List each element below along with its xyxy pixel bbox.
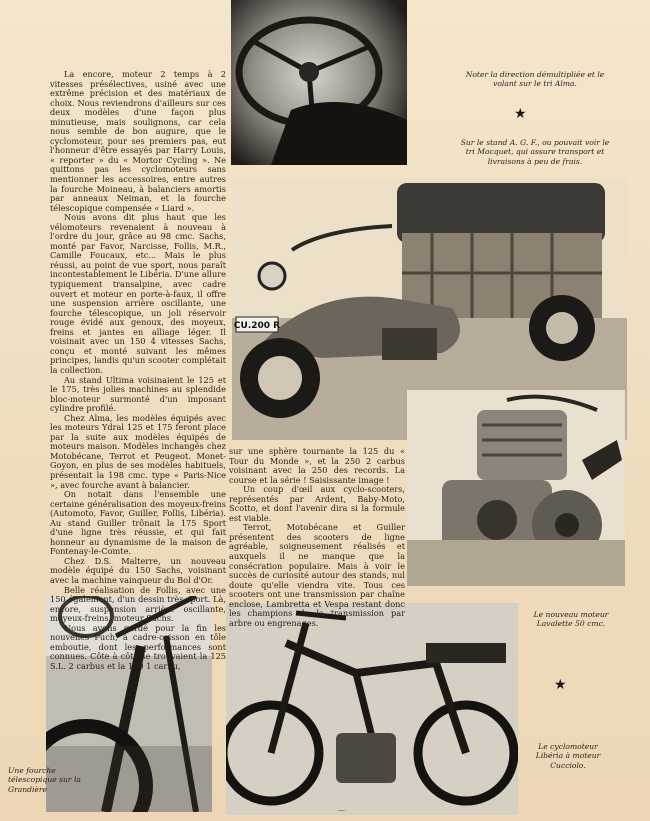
article-column-left xyxy=(50,70,226,671)
photo-engine-lavalette xyxy=(407,390,625,586)
paragraph: Un coup d'œil aux cyclo-scooters, représentés par Ardent, Baby-Moto, Scotto, et dont l'avenir dira si la formule est viable. xyxy=(229,484,405,523)
paragraph: On notait dans l'ensemble une certaine généralisation des moyeux-freins (Automoto, Favor, Guiller, Follis, Libéria). Au stand Guiller trônait la 175 Sport d'une ligne très réussie, et qui fait honneur au dynamisme de la maison de Fontenay-le-Comte. xyxy=(50,489,226,557)
photo-cyclomoteur-liberia xyxy=(226,603,518,815)
article-column-middle xyxy=(229,447,405,628)
paragraph: Nous avons dit plus haut que les vélomoteurs revenaient à nouveau à l'ordre du jour, grâce au 98 cmc. Sachs, monté par Favor, Narcisse, Follis, M.R., Camille Foucaux, etc... Mais le plus réussi, au point de vue sport, nous paraît incontestablement le Libéria. D'une allure typiquement transalpine, avec cadre ouvert et moteur en porte-à-faux, il offre une suspension arrière oscillante, une fourche télescopique, un joli réservoir rouge évidé aux genoux, des moyeux, freins et jantes en alliage léger. Il voisinait avec un 150 4 vitesses Sachs, conçu et monté suivant les mêmes principes, landis qu'un scooter complétait la collection. xyxy=(50,212,226,375)
paragraph: Belle réalisation de Follis, avec une 150 également, d'un dessin très sport. Là, encore, suspension arrière oscillante, moyeux-freins, moteur Sachs. xyxy=(50,584,226,624)
paragraph: Chez D.S. Malterre, un nouveau modèle équipé du 150 Sachs, voisinant avec la machine vainqueur du Bol d'Or. xyxy=(50,555,226,585)
star-ornament: ★ xyxy=(514,106,527,122)
license-plate: CU.200 R xyxy=(233,321,281,331)
paragraph: Chez Alma, les modèles équipés avec les moteurs Ydral 125 et 175 feront place par la suite aux modèles équipés de moteurs maison. Modèles inchangés chez Motobécane, Terrot et Peugeot. Monet-Goyon, en plus de ses modèles habituels, présentait la 198 cmc. type « Paris-Nice », avec fourche avant à balancier. xyxy=(50,412,226,490)
paragraph: La encore, moteur 2 temps à 2 vitesses présélectives, usiné avec une extrême précision et des matériaux de choix. Nous reviendrons d'ailleurs sur ces deux modèles d'une façon plus minutieuse, mais soulignons, car cela nous semble de bon augure, que le cyclomoteur, pour ses premiers pas, eut l'honneur d'être essayés par Harry Louis, « reporter » du « Mortor Cycling ». Ne quittons pas les cyclomoteurs sans mentionner les accessoires, entre autres la fourche Moineau, à balanciers amortis par anneaux Neiman, et la fourche télescopique compensée « Liard ». xyxy=(50,69,226,213)
photo-steering-wheel xyxy=(231,0,407,165)
caption-engine: Le nouveau moteur Lavalette 50 cmc. xyxy=(533,610,609,629)
paragraph: Nous avons gardé pour la fin les nouvelles Puch, à cadre-caisson en tôle emboutie, dont les performances sont connues. Côte à côte se trouvaient la 125 S.L. 2 carbus et la 150 1 carbu, xyxy=(50,622,226,671)
paragraph: sur une sphère tournante la 125 du « Tour du Monde », et la 250 2 carbus voisinant avec la 250 des records. La course et la série ! Saisissante image ! xyxy=(229,446,405,485)
caption-cyclomoteur: Le cyclomoteur Libéria à moteur Cucciolo. xyxy=(535,742,601,770)
caption-steering: Noter la direction démultipliée et le volant sur le tri Alma. xyxy=(465,70,605,89)
paragraph: Au stand Ultima voisinaient le 125 et le 175, très jolies machines au splendide bloc-moteur surmonté d'un imposant cylindre profilé. xyxy=(50,374,226,414)
caption-fork: Une fourche télescopique sur la Grandière xyxy=(8,766,81,794)
caption-agf: Sur le stand A. G. F., ou pouvait voir le tri Macquet, qui assure transport et livraisons à peu de frais. xyxy=(460,138,610,166)
star-ornament-2: ★ xyxy=(554,677,567,693)
paragraph: Terrot, Motobécane et Guiller présentent des scooters de ligne agréable, soigneusement réalisés et auxquels il ne manque que la consécration populaire. Mais à voir le succès de curiosité autour des stands, nul doute qu'elle viendra vite. Tous ces scooters ont une transmission par chaîne enclose, Lambretta et Vespa restant donc les champions de la transmission par arbre ou engrenages. xyxy=(229,522,405,628)
page-folio: — xyxy=(338,806,345,814)
